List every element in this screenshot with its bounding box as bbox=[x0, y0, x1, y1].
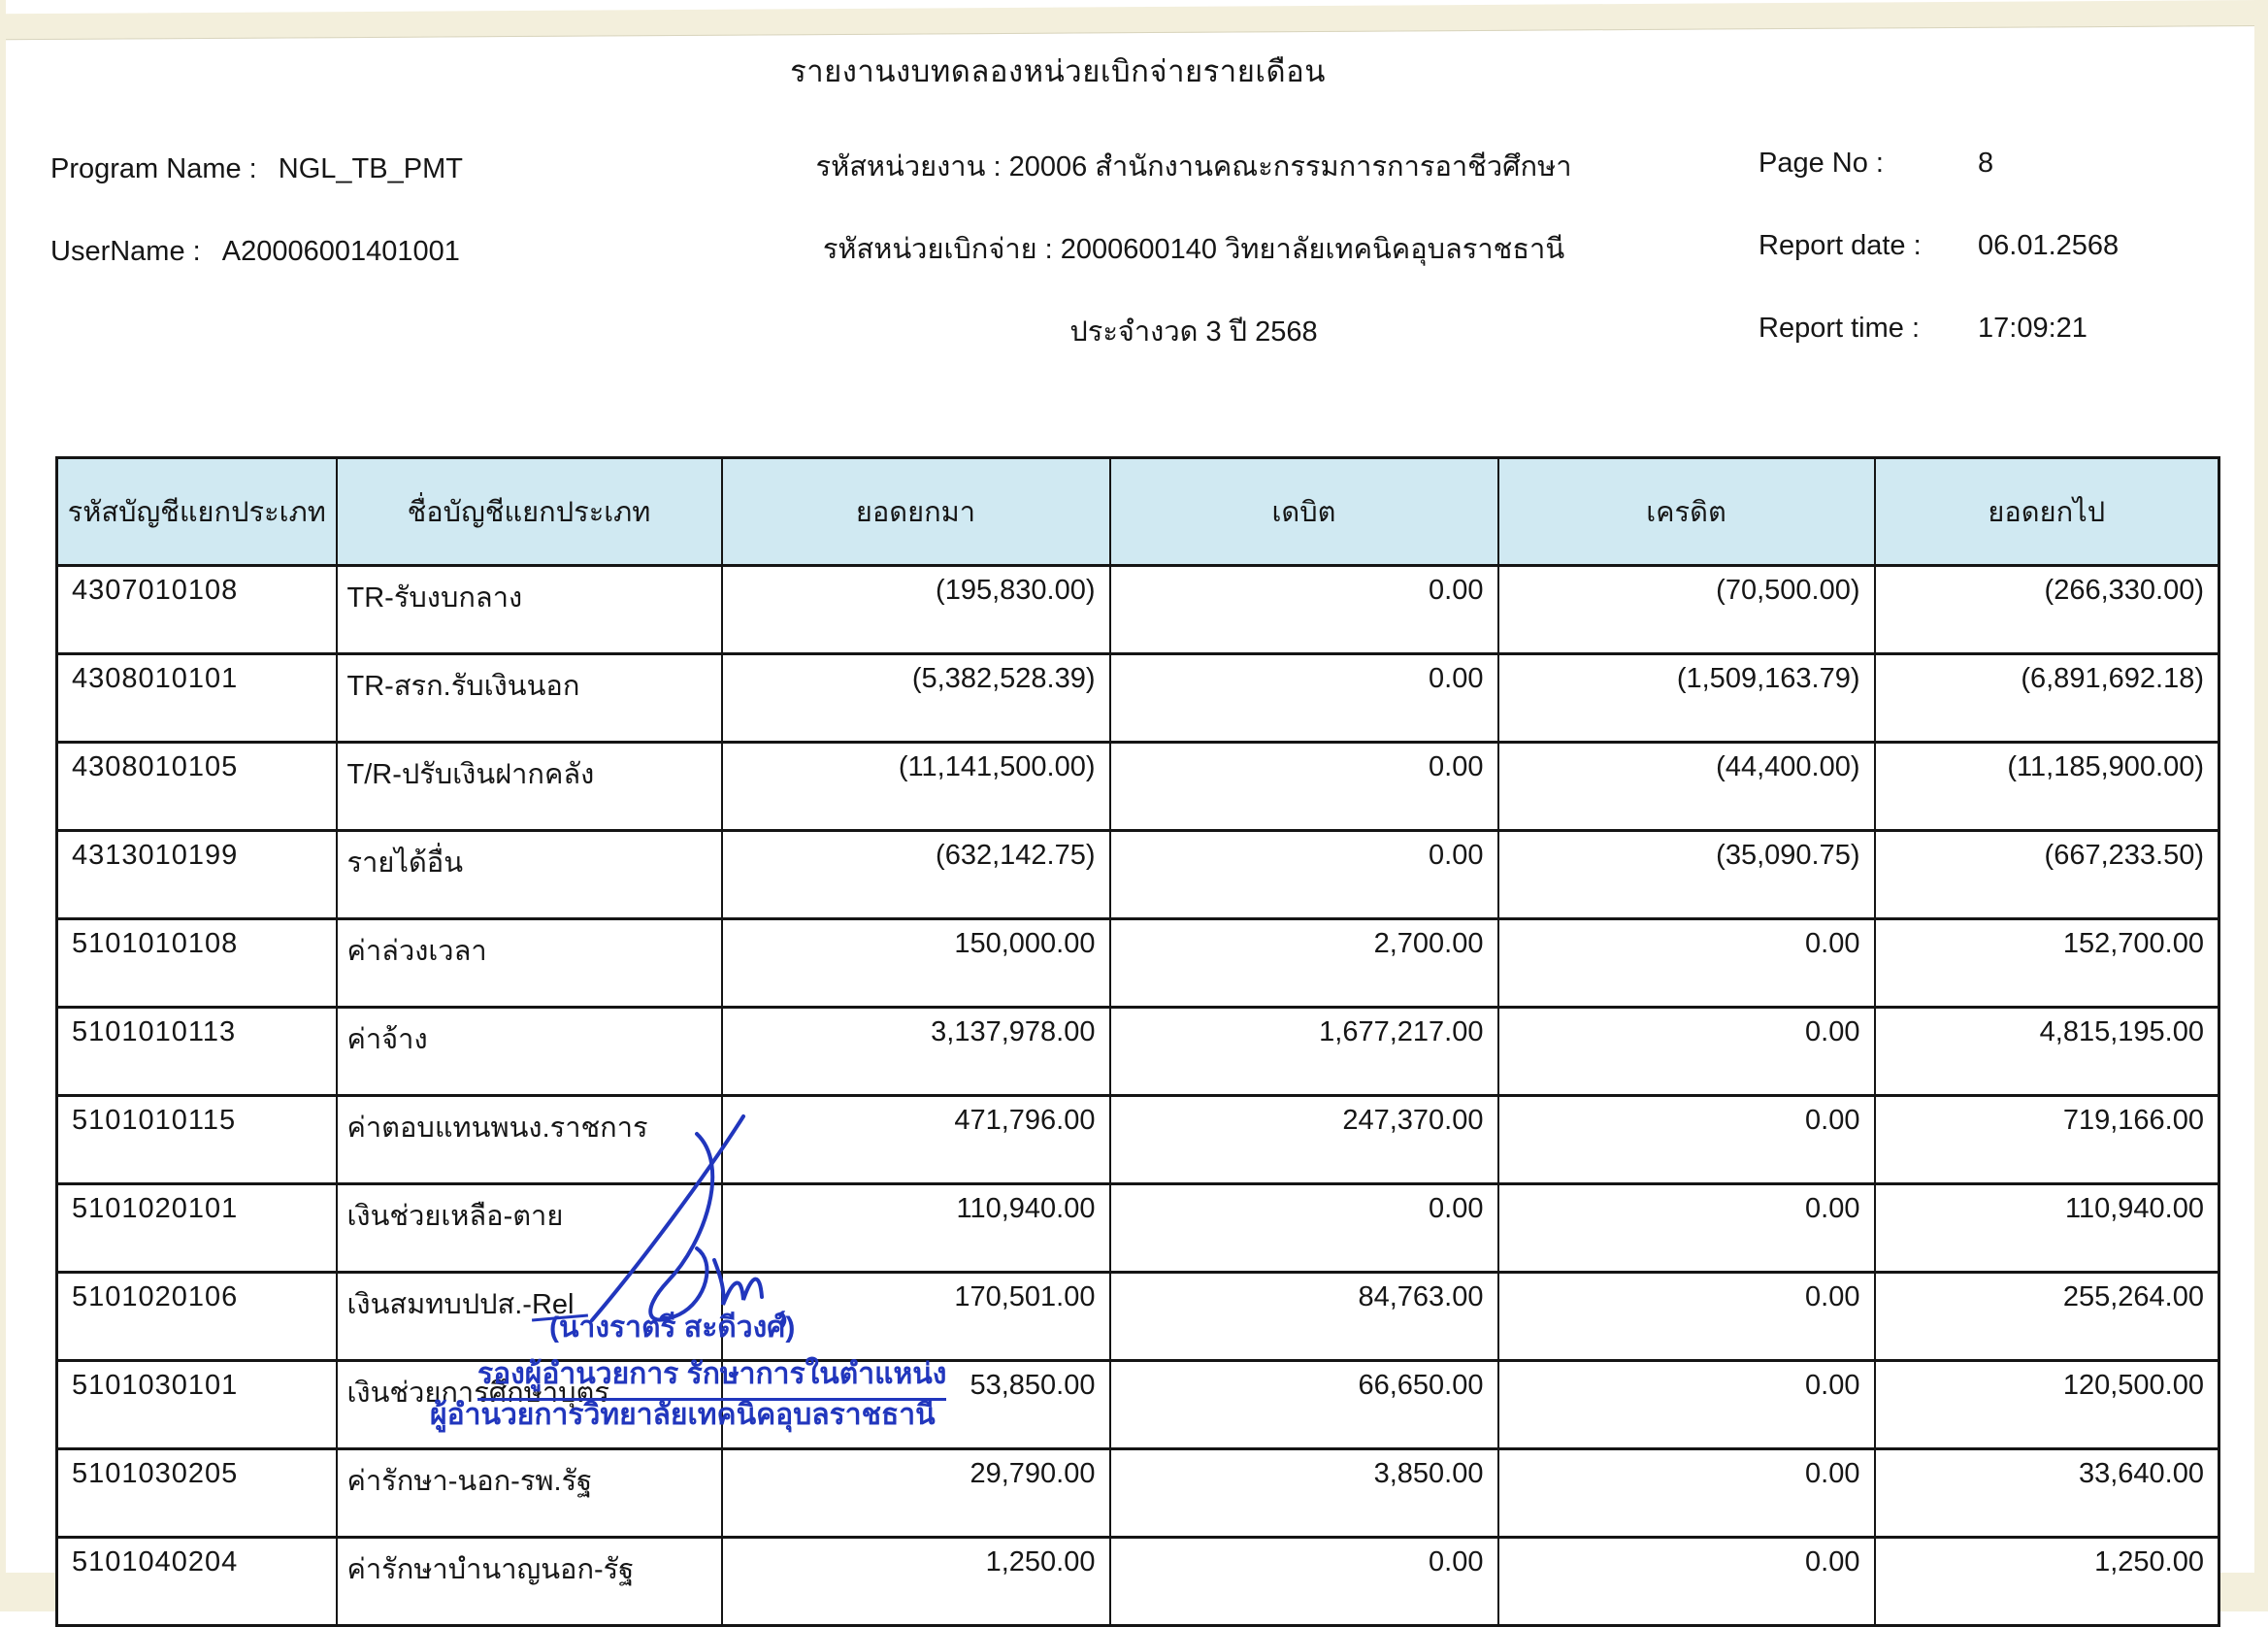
cell-debit: 66,650.00 bbox=[1110, 1361, 1498, 1449]
cell-closing-balance: 33,640.00 bbox=[1875, 1449, 2219, 1538]
cell-account-code: 5101020106 bbox=[57, 1273, 337, 1361]
cell-debit: 1,677,217.00 bbox=[1110, 1008, 1498, 1096]
scan-edge-top bbox=[0, 0, 2268, 40]
cell-account-name: รายได้อื่น bbox=[337, 831, 722, 919]
cell-account-code: 5101040204 bbox=[57, 1538, 337, 1626]
report-date-value: 06.01.2568 bbox=[1978, 230, 2120, 261]
table-row bbox=[57, 831, 2219, 919]
cell-closing-balance: (11,185,900.00) bbox=[1875, 743, 2219, 831]
table-row bbox=[57, 919, 2219, 1008]
cell-account-code: 5101010113 bbox=[57, 1008, 337, 1096]
cell-account-name: เงินช่วยการศึกษาบุตร bbox=[337, 1361, 722, 1449]
cell-account-name: ค่ารักษาบำนาญนอก-รัฐ bbox=[337, 1538, 722, 1626]
program-name-label: Program Name : bbox=[50, 153, 257, 184]
cell-debit: 2,700.00 bbox=[1110, 919, 1498, 1008]
cell-opening-balance: (632,142.75) bbox=[722, 831, 1110, 919]
header-credit: เครดิต bbox=[1498, 458, 1875, 566]
cell-credit: 0.00 bbox=[1498, 1538, 1875, 1626]
cell-account-name: เงินสมทบปปส.-Rel bbox=[337, 1273, 722, 1361]
cell-account-code: 4308010101 bbox=[57, 654, 337, 743]
cell-closing-balance: (266,330.00) bbox=[1875, 566, 2219, 654]
signer-role-line1: รองผู้อำนวยการ รักษาการในตำแหน่ง bbox=[477, 1351, 946, 1401]
header-opening-balance: ยอดยกมา bbox=[722, 458, 1110, 566]
report-title: รายงานงบทดลองหน่วยเบิกจ่ายรายเดือน bbox=[790, 54, 1326, 88]
table-row bbox=[57, 1449, 2219, 1538]
username-value: A20006001401001 bbox=[221, 236, 460, 267]
cell-credit: 0.00 bbox=[1498, 919, 1875, 1008]
table-row bbox=[57, 1184, 2219, 1273]
cell-closing-balance: 719,166.00 bbox=[1875, 1096, 2219, 1184]
page-no-value: 8 bbox=[1978, 148, 1994, 179]
cell-opening-balance: 170,501.00 bbox=[722, 1273, 1110, 1361]
cell-debit: 3,850.00 bbox=[1110, 1449, 1498, 1538]
trial-balance-table bbox=[55, 456, 2220, 1627]
cell-account-name: ค่ารักษา-นอก-รพ.รัฐ bbox=[337, 1449, 722, 1538]
cell-opening-balance: 1,250.00 bbox=[722, 1538, 1110, 1626]
cell-account-name: TR-สรก.รับเงินนอก bbox=[337, 654, 722, 743]
cell-closing-balance: 1,250.00 bbox=[1875, 1538, 2219, 1626]
disbursement-unit-line: รหัสหน่วยเบิกจ่าย : 2000600140 วิทยาลัยเทคนิคอุบลราชธานี bbox=[822, 234, 1565, 265]
cell-credit: 0.00 bbox=[1498, 1008, 1875, 1096]
scan-edge-right bbox=[2254, 0, 2268, 1606]
cell-opening-balance: 29,790.00 bbox=[722, 1449, 1110, 1538]
table-row bbox=[57, 1361, 2219, 1449]
cell-opening-balance: (5,382,528.39) bbox=[722, 654, 1110, 743]
header-closing-balance: ยอดยกไป bbox=[1875, 458, 2219, 566]
table-row bbox=[57, 654, 2219, 743]
report-time-label: Report time : bbox=[1759, 313, 1920, 344]
cell-account-name: T/R-ปรับเงินฝากคลัง bbox=[337, 743, 722, 831]
scan-edge-left bbox=[0, 0, 6, 1606]
table-header-row bbox=[57, 458, 2219, 566]
cell-account-code: 4307010108 bbox=[57, 566, 337, 654]
cell-debit: 0.00 bbox=[1110, 566, 1498, 654]
cell-debit: 0.00 bbox=[1110, 1538, 1498, 1626]
agency-line: รหัสหน่วยงาน : 20006 สำนักงานคณะกรรมการการอาชีวศึกษา bbox=[815, 151, 1572, 183]
cell-closing-balance: (667,233.50) bbox=[1875, 831, 2219, 919]
cell-closing-balance: 255,264.00 bbox=[1875, 1273, 2219, 1361]
table-row bbox=[57, 1273, 2219, 1361]
cell-opening-balance: 3,137,978.00 bbox=[722, 1008, 1110, 1096]
cell-account-name: TR-รับงบกลาง bbox=[337, 566, 722, 654]
cell-debit: 0.00 bbox=[1110, 1184, 1498, 1273]
report-date-label: Report date : bbox=[1759, 230, 1922, 261]
cell-opening-balance: 471,796.00 bbox=[722, 1096, 1110, 1184]
table-body bbox=[57, 566, 2219, 1626]
cell-account-name: ค่าล่วงเวลา bbox=[337, 919, 722, 1008]
cell-account-code: 5101030205 bbox=[57, 1449, 337, 1538]
cell-closing-balance: (6,891,692.18) bbox=[1875, 654, 2219, 743]
cell-account-code: 5101020101 bbox=[57, 1184, 337, 1273]
cell-credit: 0.00 bbox=[1498, 1184, 1875, 1273]
report-time-value: 17:09:21 bbox=[1978, 313, 2087, 344]
signature-ink-icon bbox=[582, 1095, 815, 1338]
signer-name: (นางราตรี สะดีวงศ์) bbox=[549, 1312, 796, 1344]
username-label: UserName : bbox=[50, 236, 201, 267]
header-debit: เดบิต bbox=[1110, 458, 1498, 566]
cell-opening-balance: 110,940.00 bbox=[722, 1184, 1110, 1273]
cell-closing-balance: 110,940.00 bbox=[1875, 1184, 2219, 1273]
cell-debit: 247,370.00 bbox=[1110, 1096, 1498, 1184]
table-row bbox=[57, 1008, 2219, 1096]
program-name-value: NGL_TB_PMT bbox=[278, 153, 463, 184]
cell-account-code: 5101030101 bbox=[57, 1361, 337, 1449]
table-row bbox=[57, 1096, 2219, 1184]
cell-account-name: ค่าตอบแทนพนง.ราชการ bbox=[337, 1096, 722, 1184]
cell-account-name: ค่าจ้าง bbox=[337, 1008, 722, 1096]
cell-account-code: 4308010105 bbox=[57, 743, 337, 831]
program-name-line bbox=[50, 153, 463, 185]
table-row bbox=[57, 566, 2219, 654]
cell-closing-balance: 4,815,195.00 bbox=[1875, 1008, 2219, 1096]
cell-debit: 84,763.00 bbox=[1110, 1273, 1498, 1361]
cell-debit: 0.00 bbox=[1110, 654, 1498, 743]
cell-closing-balance: 120,500.00 bbox=[1875, 1361, 2219, 1449]
cell-account-code: 5101010108 bbox=[57, 919, 337, 1008]
cell-opening-balance: 150,000.00 bbox=[722, 919, 1110, 1008]
header-account-name: ชื่อบัญชีแยกประเภท bbox=[337, 458, 722, 566]
table-row bbox=[57, 1538, 2219, 1626]
signer-role-line2: ผู้อำนวยการวิทยาลัยเทคนิคอุบลราชธานี bbox=[430, 1399, 936, 1431]
cell-debit: 0.00 bbox=[1110, 831, 1498, 919]
cell-closing-balance: 152,700.00 bbox=[1875, 919, 2219, 1008]
period-line: ประจำงวด 3 ปี 2568 bbox=[1069, 316, 1318, 348]
cell-credit: 0.00 bbox=[1498, 1449, 1875, 1538]
cell-opening-balance: (195,830.00) bbox=[722, 566, 1110, 654]
table-row bbox=[57, 743, 2219, 831]
cell-account-name: เงินช่วยเหลือ-ตาย bbox=[337, 1184, 722, 1273]
cell-account-code: 4313010199 bbox=[57, 831, 337, 919]
cell-credit: 0.00 bbox=[1498, 1096, 1875, 1184]
cell-account-code: 5101010115 bbox=[57, 1096, 337, 1184]
cell-debit: 0.00 bbox=[1110, 743, 1498, 831]
header-account-code: รหัสบัญชีแยกประเภท bbox=[57, 458, 337, 566]
cell-opening-balance: (11,141,500.00) bbox=[722, 743, 1110, 831]
cell-credit: (1,509,163.79) bbox=[1498, 654, 1875, 743]
cell-opening-balance: 53,850.00 bbox=[722, 1361, 1110, 1449]
cell-credit: (35,090.75) bbox=[1498, 831, 1875, 919]
cell-credit: (70,500.00) bbox=[1498, 566, 1875, 654]
page-no-label: Page No : bbox=[1759, 148, 1884, 179]
cell-credit: 0.00 bbox=[1498, 1361, 1875, 1449]
username-line bbox=[50, 236, 460, 268]
cell-credit: 0.00 bbox=[1498, 1273, 1875, 1361]
cell-credit: (44,400.00) bbox=[1498, 743, 1875, 831]
